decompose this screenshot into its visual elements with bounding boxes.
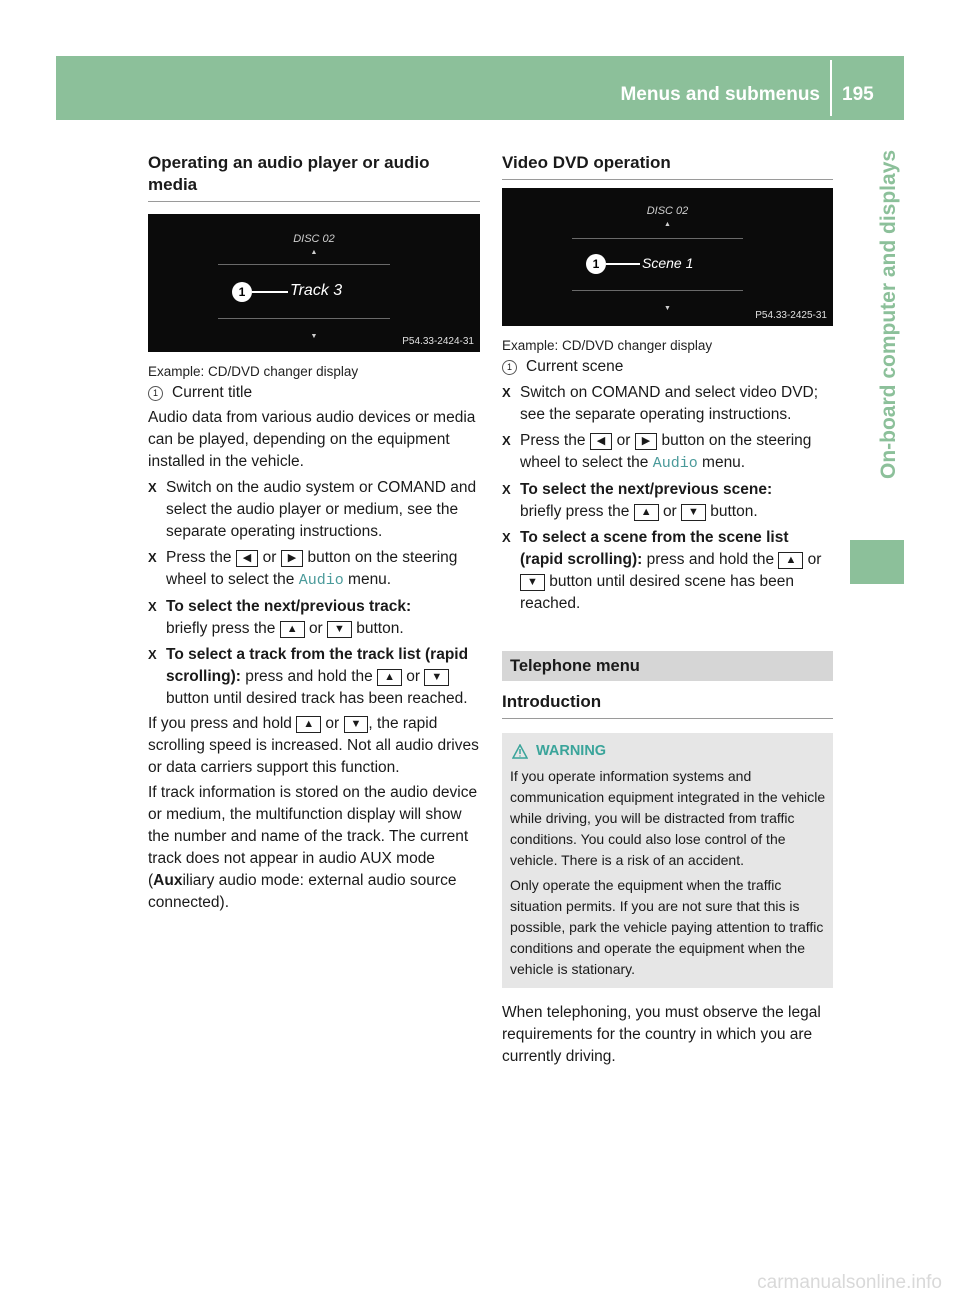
right-button-icon: ▶ xyxy=(635,433,657,450)
figure-leader-line xyxy=(252,291,288,293)
step-item xyxy=(502,479,833,523)
step-text: Switch on COMAND and select video DVD; see the separate operating instructions. xyxy=(520,384,819,423)
step-marker-icon: X xyxy=(502,530,511,545)
down-button-icon: ▼ xyxy=(520,574,545,591)
down-button-icon: ▼ xyxy=(344,716,369,733)
step-marker-icon: X xyxy=(502,433,511,448)
figure-leader-line xyxy=(606,263,640,265)
up-arrow-icon: ▲ xyxy=(664,221,671,228)
figure-divider xyxy=(572,290,743,291)
callout-legend xyxy=(148,382,480,404)
menu-name: Audio xyxy=(652,455,698,472)
section-heading-video: Video DVD operation xyxy=(502,152,833,180)
up-button-icon: ▲ xyxy=(778,552,803,569)
watermark: carmanualsonline.info xyxy=(757,1272,942,1293)
warning-title: WARNING xyxy=(510,741,827,762)
callout-label: Current scene xyxy=(526,358,624,375)
figure-disc-label: DISC 02 xyxy=(646,205,689,217)
up-arrow-icon: ▲ xyxy=(310,249,318,256)
video-display-figure xyxy=(502,188,833,326)
step-marker-icon: X xyxy=(148,480,157,495)
callout-number-icon: 1 xyxy=(502,360,517,375)
step-item xyxy=(502,382,833,426)
step-item xyxy=(148,596,480,640)
step-item xyxy=(502,527,833,615)
figure-callout: 1 xyxy=(232,282,252,302)
intro-paragraph: Audio data from various audio devices or media can be played, depending on the equipment installed in the vehicle. xyxy=(148,409,476,470)
down-arrow-icon: ▼ xyxy=(310,333,318,340)
step-marker-icon: X xyxy=(148,550,157,565)
rapid-scroll-paragraph: If you press and hold ▲ or ▼ , the rapid scrolling speed is increased. Not all audio drives or data carriers support this function. xyxy=(148,715,479,776)
warning-box xyxy=(502,733,833,988)
warning-paragraph: Only operate the equipment when the traffic situation permits. If you are not sure that this is possible, park the vehicle paying attention to traffic conditions and operate the equipment when the vehicle is stationary. xyxy=(510,877,824,977)
step-text: Press the ◀ or ▶ button on the steering wheel to select the Audio menu. xyxy=(166,549,458,589)
track-info-paragraph: If track information is stored on the audio device or medium, the multifunction display will show the number and name of the track. The current track does not appear in audio AUX mode (Auxiliary audio mode: external audio source connected). xyxy=(148,784,478,911)
audio-display-figure xyxy=(148,214,480,352)
step-text: Switch on the audio system or COMAND and select the audio player or medium, see the separate operating instructions. xyxy=(166,479,477,540)
figure-caption: Example: CD/DVD changer display xyxy=(148,364,359,379)
step-item xyxy=(148,547,480,592)
step-item xyxy=(148,477,480,543)
step-marker-icon: X xyxy=(502,385,511,400)
down-button-icon: ▼ xyxy=(327,621,352,638)
down-arrow-icon: ▼ xyxy=(664,305,671,312)
up-button-icon: ▲ xyxy=(377,669,402,686)
figure-code: P54.33-2425-31 xyxy=(755,310,827,321)
up-button-icon: ▲ xyxy=(634,504,659,521)
side-chapter-tab xyxy=(850,540,904,584)
page-number: 195 xyxy=(842,84,874,105)
warning-triangle-icon xyxy=(512,744,528,759)
callout-label: Current title xyxy=(172,384,253,401)
left-button-icon: ◀ xyxy=(236,550,258,567)
menu-name: Audio xyxy=(298,572,344,589)
figure-track-name: Track 3 xyxy=(290,282,343,299)
step-marker-icon: X xyxy=(148,599,157,614)
figure-scene-name: Scene 1 xyxy=(642,255,694,271)
up-button-icon: ▲ xyxy=(296,716,321,733)
left-column xyxy=(148,152,480,914)
telephone-menu-heading: Telephone menu xyxy=(502,651,833,681)
figure-disc-label: DISC 02 xyxy=(293,233,335,245)
side-chapter-title: On-board computer and displays xyxy=(877,150,900,480)
right-column xyxy=(502,152,833,1068)
introduction-heading: Introduction xyxy=(502,691,833,719)
step-text: To select the next/previous scene: briefly press the ▲ or ▼ button. xyxy=(520,481,773,520)
step-marker-icon: X xyxy=(148,647,157,662)
figure-divider xyxy=(572,238,743,239)
step-text: To select a scene from the scene list (rapid scrolling): press and hold the ▲ or ▼ button until desired scene has been reached. xyxy=(520,529,822,612)
callout-number-icon: 1 xyxy=(148,386,163,401)
figure-code: P54.33-2424-31 xyxy=(402,336,474,347)
step-text: Press the ◀ or ▶ button on the steering wheel to select the Audio menu. xyxy=(520,432,812,472)
up-button-icon: ▲ xyxy=(280,621,305,638)
figure-caption: Example: CD/DVD changer display xyxy=(502,338,713,353)
down-button-icon: ▼ xyxy=(681,504,706,521)
step-item xyxy=(502,430,833,475)
warning-paragraph: If you operate information systems and communication equipment integrated in the vehicle while driving, you will be distracted from traffic conditions. You could also lose control of the vehicle. There is a risk of an accident. xyxy=(510,768,826,868)
step-text: To select the next/previous track: briefly press the ▲ or ▼ button. xyxy=(166,598,412,637)
callout-legend xyxy=(502,356,833,378)
section-heading-audio: Operating an audio player or audio media xyxy=(148,152,480,202)
closing-paragraph: When telephoning, you must observe the legal requirements for the country in which you are currently driving. xyxy=(502,1004,821,1065)
figure-divider xyxy=(218,318,390,319)
figure-callout: 1 xyxy=(586,254,606,274)
down-button-icon: ▼ xyxy=(424,669,449,686)
step-item xyxy=(148,644,480,710)
left-button-icon: ◀ xyxy=(590,433,612,450)
step-text: To select a track from the track list (rapid scrolling): press and hold the ▲ or ▼ button until desired track has been reached. xyxy=(166,646,469,707)
step-marker-icon: X xyxy=(502,482,511,497)
right-button-icon: ▶ xyxy=(281,550,303,567)
figure-divider xyxy=(218,264,390,265)
page-section-title: Menus and submenus xyxy=(620,84,820,105)
header-divider xyxy=(830,60,832,116)
